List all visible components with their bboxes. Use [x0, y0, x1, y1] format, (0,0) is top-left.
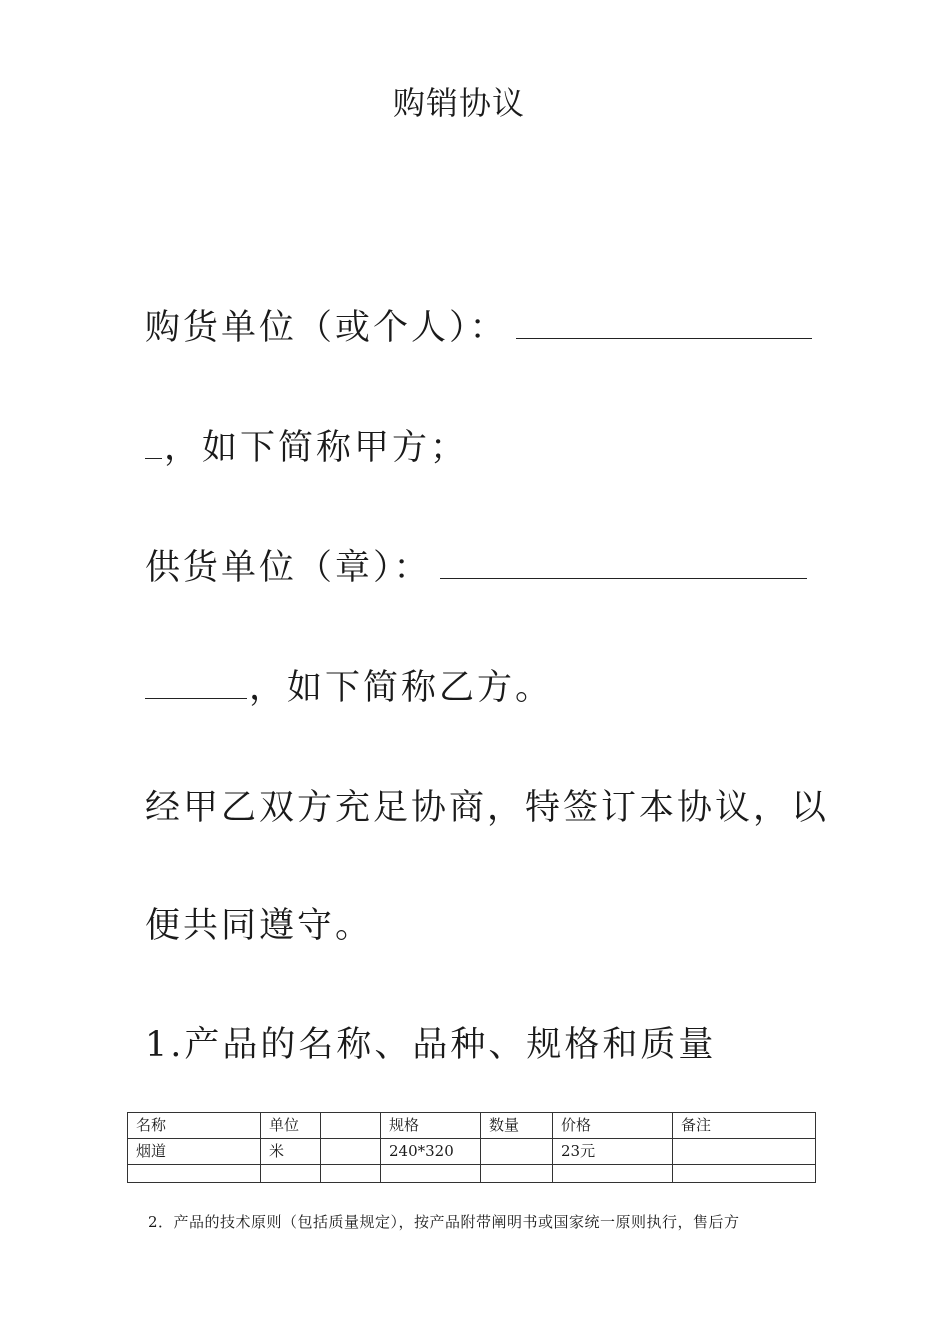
seller-blank-end: [145, 697, 247, 699]
spec-table: [127, 1112, 816, 1183]
header-cell: 价格: [553, 1113, 673, 1139]
seller-suffix: ，如下简称乙方。: [249, 668, 554, 708]
buyer-line: [145, 300, 812, 350]
table-cell: 烟道: [128, 1139, 261, 1165]
header-cell: 名称: [128, 1113, 261, 1139]
buyer-blank: [516, 337, 812, 339]
table-cell: [673, 1139, 816, 1165]
preamble-line-1: 经甲乙双方充足协商，特签订本协议，以: [145, 788, 830, 828]
header-cell: [321, 1113, 381, 1139]
table-cell: [553, 1165, 673, 1183]
seller-suffix-line: [145, 660, 553, 710]
table-header-row: [128, 1113, 816, 1139]
header-cell: 备注: [673, 1113, 816, 1139]
table-cell: [261, 1165, 321, 1183]
buyer-label: 购货单位（或个人）：: [145, 308, 508, 348]
preamble-line-2: 便共同遵守。: [145, 906, 374, 946]
table-row: [128, 1139, 816, 1165]
table-cell: [321, 1165, 381, 1183]
header-cell: 规格: [381, 1113, 481, 1139]
table-cell: 23元: [553, 1139, 673, 1165]
table-cell: [481, 1139, 553, 1165]
section-2-text: 2．产品的技术原则（包括质量规定），按产品附带阐明书或国家统一原则执行，售后方: [148, 1213, 740, 1231]
seller-label: 供货单位（章）：: [145, 548, 432, 588]
seller-line: [145, 540, 807, 590]
header-cell: 数量: [481, 1113, 553, 1139]
section-1-heading: 1.产品的名称、品种、规格和质量: [145, 1025, 717, 1065]
table-row: [128, 1165, 816, 1183]
buyer-blank-end: [145, 457, 162, 459]
table-cell: 米: [261, 1139, 321, 1165]
table-cell: [381, 1165, 481, 1183]
table-cell: [128, 1165, 261, 1183]
table-cell: 240*320: [381, 1139, 481, 1165]
table-cell: [481, 1165, 553, 1183]
buyer-suffix-line: [145, 420, 468, 470]
table-cell: [673, 1165, 816, 1183]
document-title: 购销协议: [392, 84, 525, 122]
seller-blank: [440, 577, 807, 579]
table-cell: [321, 1139, 381, 1165]
buyer-suffix: ，如下简称甲方；: [164, 428, 469, 468]
header-cell: 单位: [261, 1113, 321, 1139]
